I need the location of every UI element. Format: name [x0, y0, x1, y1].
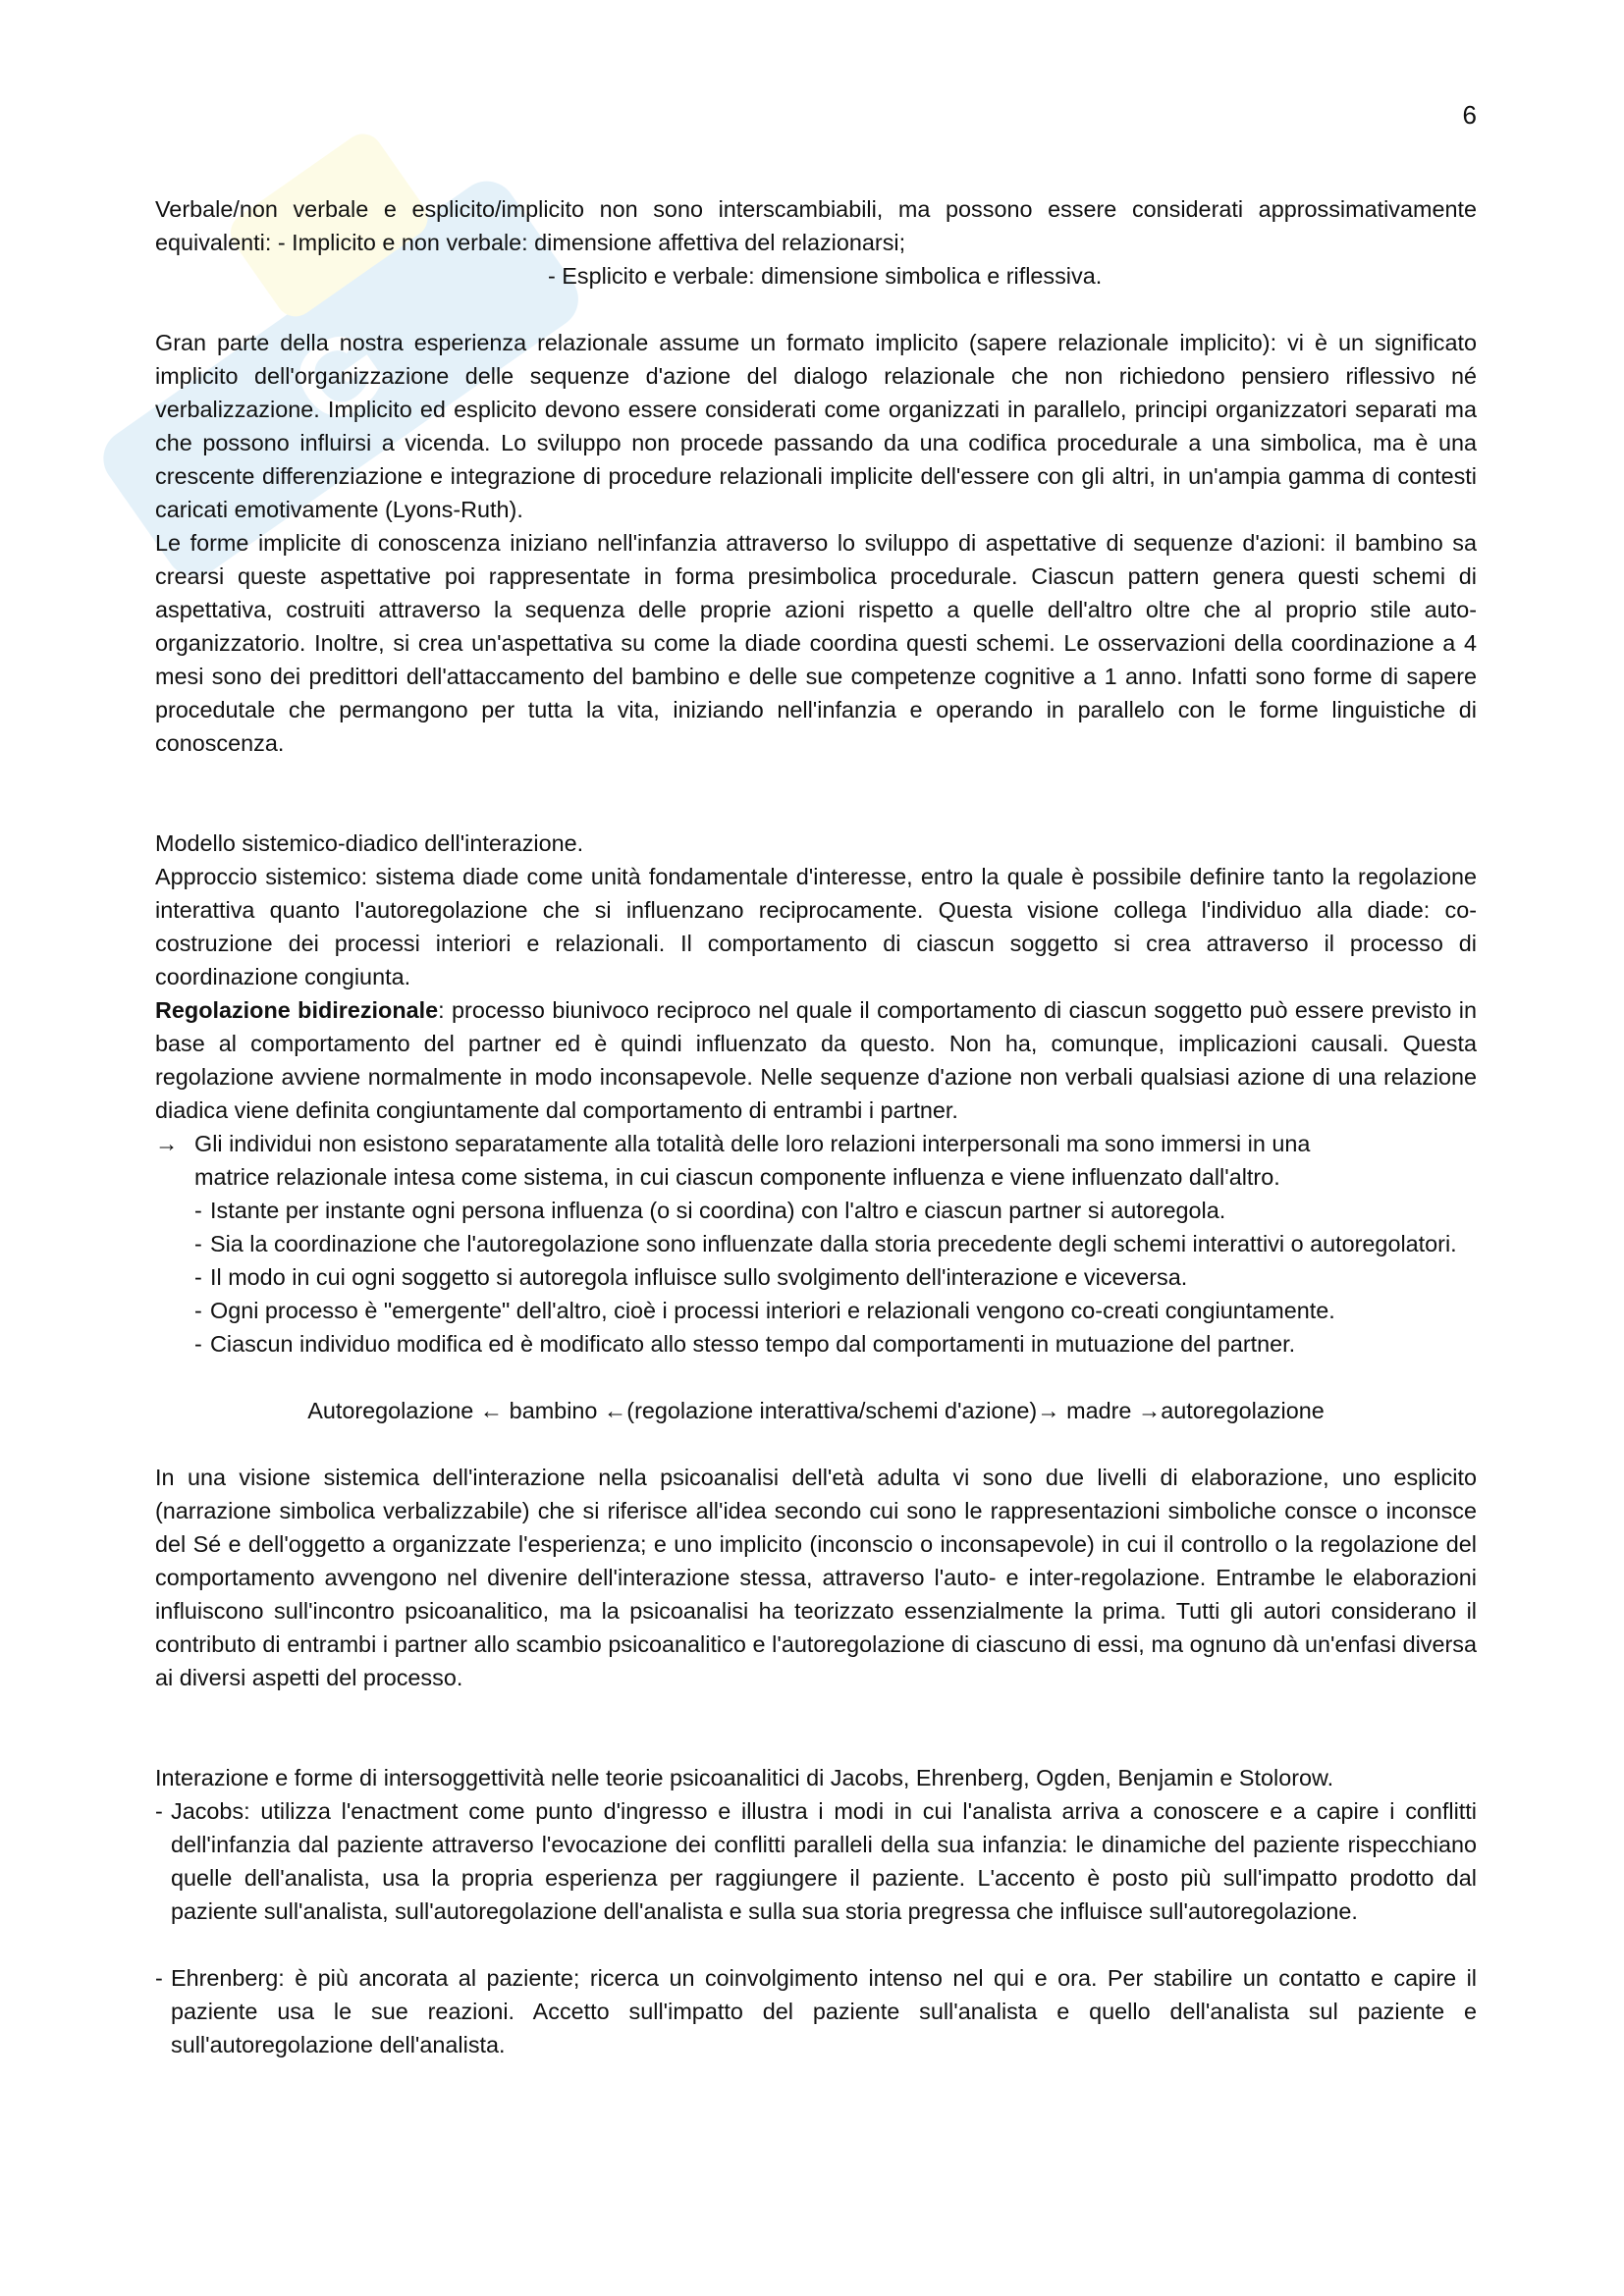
list-item-jacobs: - Jacobs: utilizza l'enactment come punto d'ingresso e illustra i modi in cui l'analista arriva a conoscere e a capire i conflitti dell'infanzia dal paziente attraverso l'evocazione dei conflitti paralleli della sua infanzia: le dinamiche del paziente rispecchiano quelle dell'analista, usa la propria esperienza per raggiungere il paziente. L'accento è posto più sull'impatto prodotto dal paziente sull'analista, sull'autoregolazione dell'analista e sulla sua storia pregressa che influisce sull'autoregolazione.: [155, 1798, 1477, 1924]
paragraph-verbal-implicit: Verbale/non verbale e esplicito/implicito non sono interscambiabili, ma possono essere considerati approssimativamente equivalenti: - Implicito e non verbale: dimensione affettiva del relazionarsi;: [155, 196, 1477, 255]
paragraph-systemic-approach: Approccio sistemico: sistema diade come unità fondamentale d'interesse, entro la quale è possibile definire tanto la regolazione interattiva quanto l'autoregolazione che si influenzano reciprocamente. Questa visione collega l'individuo alla diade: co-costruzione dei processi interiori e relazionali. Il comportamento di ciascun soggetto si crea attraverso il processo di coordinazione congiunta.: [155, 864, 1477, 989]
paragraph-adult-psychoanalysis: In una visione sistemica dell'interazione nella psicoanalisi dell'età adulta vi sono due livelli di elaborazione, uno esplicito (narrazione simbolica verbalizzabile) che si riferisce all'idea secondo cui sono le rappresentazioni simboliche consce o inconsce del Sé e dell'oggetto a organizzate l'esperienza; e uno implicito (inconscio o inconsapevole) in cui il controllo o la regolazione del comportamento avvengono nel divenire dell'interazione stessa, attraverso l'auto- e inter-regolazione. Entrambe le elaborazioni influiscono sull'incontro psicoanalitico, ma la psicoanalisi ha teorizzato essenzialmente la prima. Tutti gli autori considerano il contributo di entrambi i partner allo scambio psicoanalitico e l'autoregolazione di ciascuno di essi, ma ognuno dà un'enfasi diversa ai diversi aspetti del processo.: [155, 1465, 1477, 1690]
paragraph-bidirectional-regulation: Regolazione bidirezionale: processo biunivoco reciproco nel quale il comportamento di ciascun soggetto può essere previsto in base al comportamento del partner ed è quindi influenzato da questo. Non ha, comunque, implicazioni causali. Questa regolazione avviene normalmente in modo inconsapevole. Nelle sequenze d'azione non verbali qualsiasi azione di una relazione diadica viene definita congiuntamente dal comportamento di entrambi i partner.: [155, 997, 1477, 1123]
list-item: - Ciascun individuo modifica ed è modificato allo stesso tempo dal comportamenti in mutuazione del partner.: [194, 1331, 1296, 1357]
arrow-point: → Gli individui non esistono separatamente alla totalità delle loro relazioni interpersonali ma sono immersi in una: [155, 1127, 1477, 1160]
list-item: - Sia la coordinazione che l'autoregolazione sono influenzate dalla storia precedente degli schemi interattivi o autoregolatori.: [194, 1231, 1457, 1256]
regulation-diagram-line: Autoregolazione ← bambino ←(regolazione interattiva/schemi d'azione)→ madre →autoregolazione: [307, 1398, 1325, 1423]
term-bidirectional-regulation: Regolazione bidirezionale: [155, 997, 439, 1023]
arrow-right-icon: →: [155, 1131, 179, 1156]
arrow-point-cont: matrice relazionale intesa come sistema, in cui ciascun componente influenza e viene influenzato dall'altro.: [194, 1164, 1280, 1190]
svg-text:G: G: [270, 302, 409, 451]
list-item-ehrenberg: - Ehrenberg: è più ancorata al paziente; ricerca un coinvolgimento intenso nel qui e ora. Per stabilire un contatto e capire il paziente usa le sue reazioni. Accetto sull'impatto del paziente sull'analista e quello dell'analista sul paziente e sull'autoregolazione dell'analista.: [155, 1965, 1477, 2057]
list-item: - Ogni processo è "emergente" dell'altro, cioè i processi interiori e relazionali vengono co-creati congiuntamente.: [194, 1298, 1335, 1323]
page-content: [155, 192, 1477, 2061]
paragraph-implicit-forms: Le forme implicite di conoscenza iniziano nell'infanzia attraverso lo sviluppo di aspettative di sequenze d'azioni: il bambino sa crearsi queste aspettative poi rappresentate in forma presimbolica procedurale. Ciascun pattern genera questi schemi di aspettativa, costruiti attraverso la sequenza delle proprie azioni rispetto a quelle dell'altro oltre che al proprio stile auto-organizzatorio. Inoltre, si crea un'aspettativa su come la diade coordina questi schemi. Le osservazioni della coordinazione a 4 mesi sono dei predittori dell'attaccamento del bambino e delle sue competenze cognitive a 1 anno. Infatti sono forme di sapere procedutale che permangono per tutta la vita, iniziando nell'infanzia e operando in parallelo con le forme linguistiche di conoscenza.: [155, 530, 1477, 756]
paragraph-verbal-implicit-cont: - Esplicito e verbale: dimensione simbolica e riflessiva.: [548, 263, 1103, 289]
paragraph-implicit-knowledge: Gran parte della nostra esperienza relazionale assume un formato implicito (sapere relazionale implicito): vi è un significato implicito dell'organizzazione delle sequenze d'azione del dialogo relazionale che non richiedono pensiero riflessivo né verbalizzazione. Implicito ed esplicito devono essere considerati come organizzati in parallelo, principi organizzatori separati ma che possono influirsi a vicenda. Lo sviluppo non procede passando da una codifica procedurale a una simbolica, ma è una crescente differenziazione e integrazione di procedure relazionali implicite dell'essere con gli altri, in un'ampia gamma di contesti caricati emotivamente (Lyons-Ruth).: [155, 330, 1477, 522]
list-item: - Istante per instante ogni persona influenza (o si coordina) con l'altro e ciascun partner si autoregola.: [194, 1198, 1226, 1223]
list-item: - Il modo in cui ogni soggetto si autoregola influisce sullo svolgimento dell'interazione e viceversa.: [194, 1264, 1188, 1290]
section-title-systemic-model: Modello sistemico-diadico dell'interazione.: [155, 830, 584, 856]
page-number: 6: [1462, 100, 1477, 130]
section-title-intersubjectivity: Interazione e forme di intersoggettività nelle teorie psicoanalitici di Jacobs, Ehrenberg, Ogden, Benjamin e Stolorow.: [155, 1765, 1334, 1790]
